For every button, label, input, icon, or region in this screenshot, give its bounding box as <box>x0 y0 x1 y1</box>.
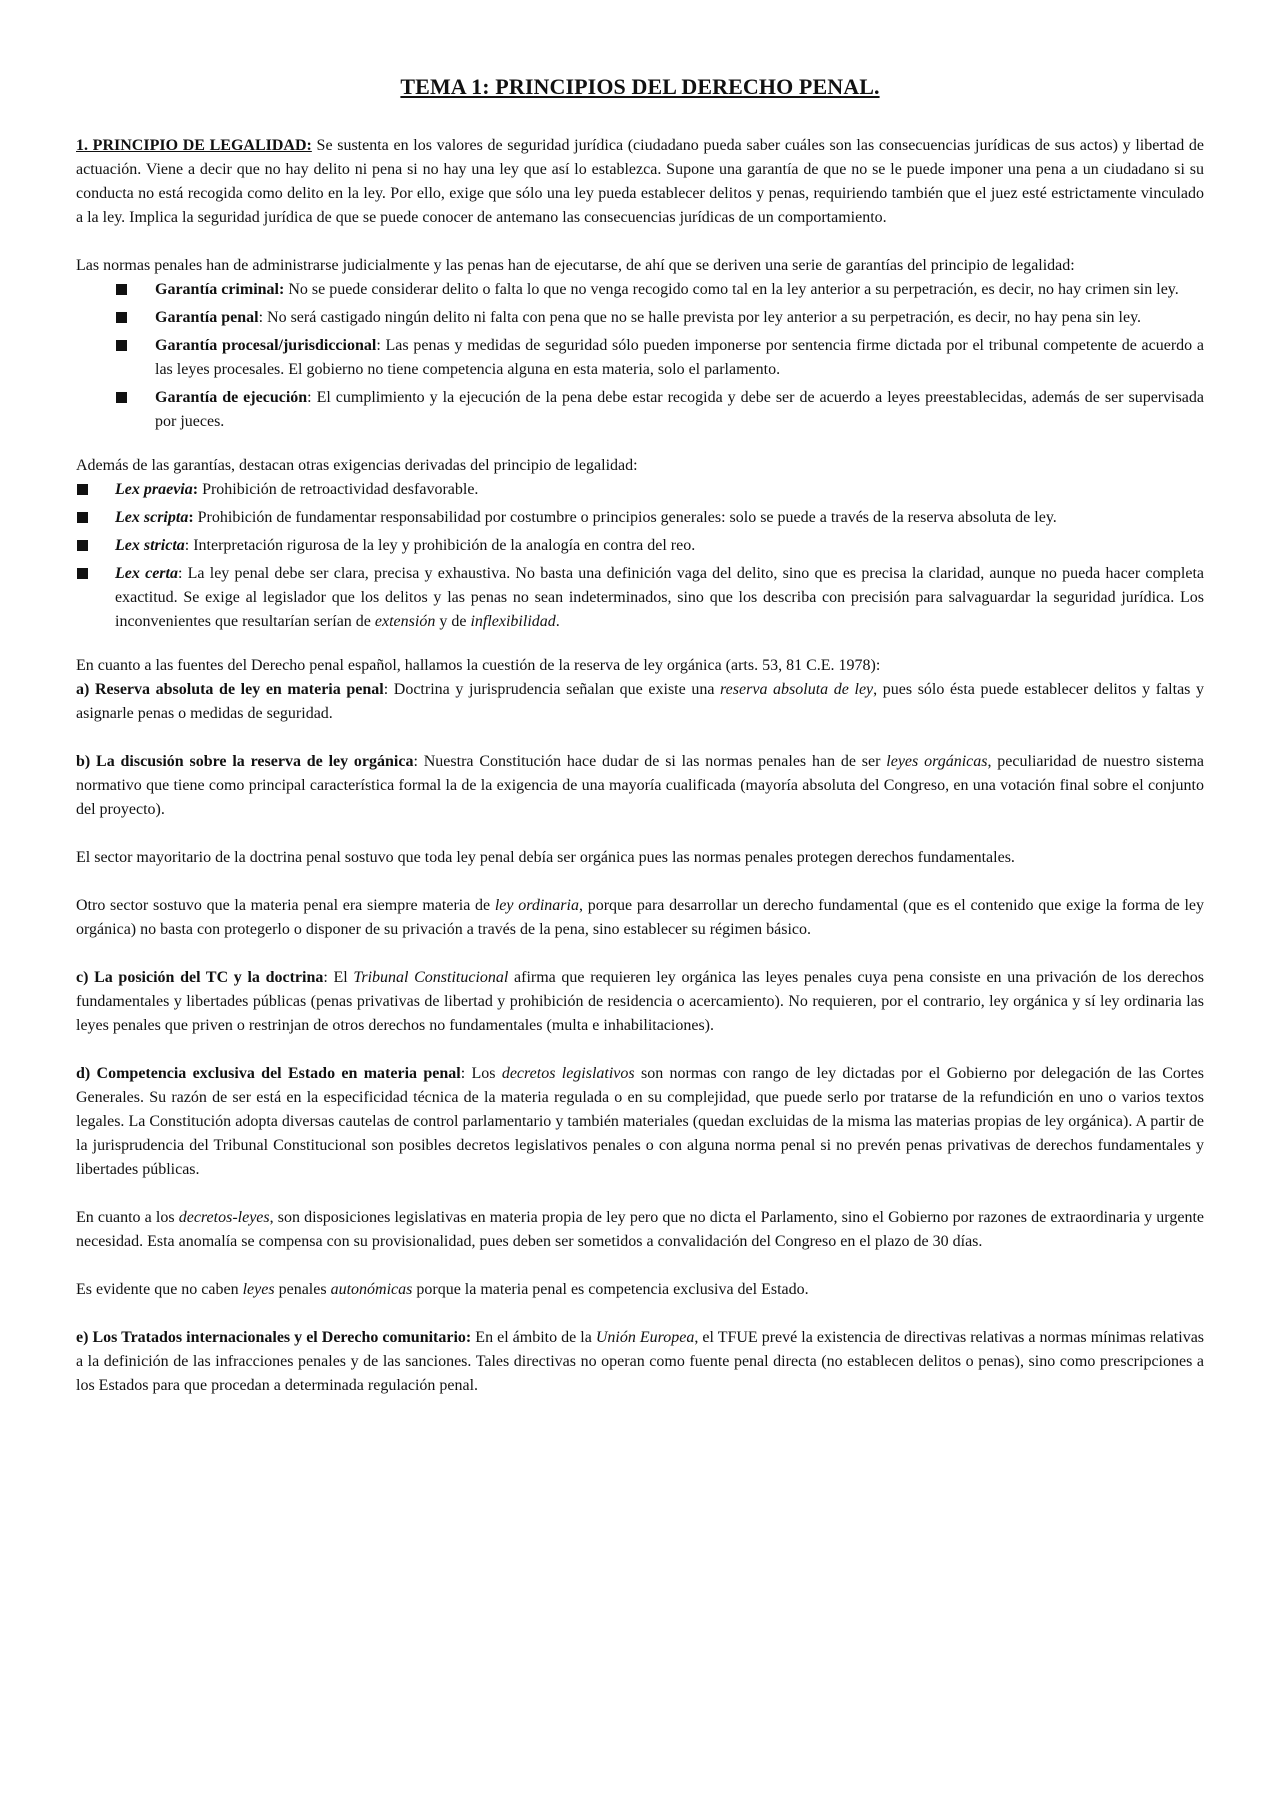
list-item <box>76 478 1204 502</box>
italic-term: leyes orgánicas <box>886 753 988 770</box>
paragraph-text: En cuanto a los <box>76 1209 179 1226</box>
square-bullet-icon <box>77 484 88 495</box>
section-heading: e) Los Tratados internacionales y el Derecho comunitario: <box>76 1329 472 1346</box>
paragraph-text: penales <box>274 1281 331 1298</box>
item-colon: : <box>188 509 194 526</box>
item-label: Garantía de ejecución <box>155 389 308 406</box>
paragraph-text: , pues sólo ésta puede establecer delitos y faltas y asignarle penas o medidas de seguridad. <box>76 681 1205 722</box>
paragraph-text: Se sustenta en los valores de seguridad jurídica (ciudadano pueda saber cuáles son las consecuencias jurídicas de sus actos) y libertad de actuación. Viene a decir que no hay delito ni pena si no hay una ley que así lo establezca. Supone una garantía de que no se le puede imponer una pena a un ciudadano si su conducta no está recogida como delito en la ley. Por ello, exige que sólo una ley pueda establecer delitos y penas, requiriendo también que el juez esté estrictamente vinculado a la ley. Implica la seguridad jurídica de que se puede conocer de antemano las consecuencias jurídicas de un comportamiento. <box>76 137 1204 226</box>
item-text: : La ley penal debe ser clara, precisa y exhaustiva. No basta una definición vaga del delito, sino que es precisa la claridad, aunque no pueda hacer completa exactitud. Se exige al legislador que los delitos y las penas no sean indeterminados, sino que los describa con precisión para salvaguardar la seguridad jurídica. Los inconvenientes que resultarían serían de <box>115 565 1205 630</box>
paragraph-text: , el TFUE prevé la existencia de directivas relativas a normas mínimas relativas a la definición de las infracciones penales y de las sanciones. Tales directivas no operan como fuente penal directa (no establecen delitos o penas), sino como prescripciones a los Estados para que procedan a determinada regulación penal. <box>76 1329 1205 1394</box>
item-text: : El cumplimiento y la ejecución de la pena debe estar recogida y debe ser de acuerdo a leyes preestablecidas, además de ser supervisada por jueces. <box>155 389 1205 430</box>
competencia-estado-paragraph <box>76 1062 1204 1182</box>
item-text: : Las penas y medidas de seguridad sólo pueden imponerse por sentencia firme dictada por el tribunal competente de acuerdo a las leyes procesales. El gobierno no tiene competencia alguna en esta materia, solo el parlamento. <box>155 337 1204 378</box>
square-bullet-icon <box>77 512 88 523</box>
italic-term: decretos-leyes <box>178 1209 270 1226</box>
paragraph-text: : Doctrina y jurisprudencia señalan que existe una <box>383 681 721 698</box>
section-heading: c) La posición del TC y la doctrina <box>76 969 324 986</box>
item-text: . <box>555 613 560 630</box>
exigencias-list <box>76 478 1204 634</box>
item-text: : Interpretación rigurosa de la ley y prohibición de la analogía en contra del reo. <box>184 537 696 554</box>
posicion-tc-paragraph <box>76 966 1204 1038</box>
list-item <box>116 278 1204 302</box>
square-bullet-icon <box>116 340 127 351</box>
italic-term: extensión <box>374 613 436 630</box>
italic-term: Tribunal Constitucional <box>353 969 509 986</box>
italic-term: leyes <box>242 1281 275 1298</box>
paragraph-text: : Los <box>460 1065 502 1082</box>
autonomicas-paragraph <box>76 1278 1204 1302</box>
list-item <box>76 562 1204 634</box>
italic-term: inflexibilidad <box>470 613 556 630</box>
item-text: : No será castigado ningún delito ni falta con pena que no se halle prevista por ley anterior a su perpetración, es decir, no hay pena sin ley. <box>258 309 1142 326</box>
principio-legalidad-paragraph <box>76 134 1204 230</box>
sector-mayoritario-paragraph: El sector mayoritario de la doctrina penal sostuvo que toda ley penal debía ser orgánica pues las normas penales protegen derechos fundamentales. <box>76 849 1015 866</box>
italic-term: decretos legislativos <box>501 1065 635 1082</box>
list-item <box>116 334 1204 382</box>
section-heading: 1. PRINCIPIO DE LEGALIDAD: <box>76 137 312 154</box>
reserva-organica-paragraph <box>76 750 1204 822</box>
paragraph-text: , porque para desarrollar un derecho fundamental (que es el contenido que exige la forma de ley orgánica) no basta con protegerlo o disponer de su privación a través de la pena, sino establecer su régimen básico. <box>76 897 1204 938</box>
italic-term: reserva absoluta de ley <box>720 681 874 698</box>
otro-sector-paragraph <box>76 894 1204 942</box>
decretos-leyes-paragraph <box>76 1206 1204 1254</box>
garantias-intro: Las normas penales han de administrarse judicialmente y las penas han de ejecutarse, de ahí que se deriven una serie de garantías del principio de legalidad: <box>76 257 1075 274</box>
italic-term: ley ordinaria <box>494 897 579 914</box>
list-item <box>76 534 1204 558</box>
list-item <box>76 506 1204 530</box>
paragraph-text: , peculiaridad de nuestro sistema normativo que tiene como principal característica formal la de la exigencia de una mayoría cualificada (mayoría absoluta del Congreso, en una votación final sobre el conjunto del proyecto). <box>76 753 1205 818</box>
item-label: Lex praevia <box>115 481 193 498</box>
section-heading: b) La discusión sobre la reserva de ley orgánica <box>76 753 414 770</box>
item-text: No se puede considerar delito o falta lo que no venga recogido como tal en la ley anterior a su perpetración, es decir, no hay crimen sin ley. <box>284 281 1179 298</box>
paragraph-text: Es evidente que no caben <box>76 1281 243 1298</box>
paragraph-text: : Nuestra Constitución hace dudar de si las normas penales han de ser <box>413 753 887 770</box>
reserva-absoluta-paragraph <box>76 678 1204 726</box>
item-label: Garantía procesal/jurisdiccional <box>155 337 377 354</box>
tratados-paragraph <box>76 1326 1204 1398</box>
paragraph-text: : El <box>323 969 354 986</box>
paragraph-text: Otro sector sostuvo que la materia penal era siempre materia de <box>76 897 495 914</box>
item-label: Lex certa <box>115 565 178 582</box>
item-text: y de <box>435 613 471 630</box>
paragraph-text: En el ámbito de la <box>471 1329 596 1346</box>
fuentes-intro: En cuanto a las fuentes del Derecho penal español, hallamos la cuestión de la reserva de ley orgánica (arts. 53, 81 C.E. 1978): <box>76 657 881 674</box>
list-item <box>116 306 1204 330</box>
item-text: Prohibición de fundamentar responsabilidad por costumbre o principios generales: solo se puede a través de la reserva absoluta de ley. <box>193 509 1057 526</box>
paragraph-text: son normas con rango de ley dictadas por el Gobierno por delegación de las Cortes Generales. Su razón de ser está en la especificidad técnica de la materia regulada o en su complejidad, que puede serlo por tratarse de la refundición en uno o varios textos legales. La Constitución adopta diversas cautelas de control parlamentario y también materiales (quedan excluidas de la misma las materias propias de ley orgánica). A partir de la jurisprudencia del Tribunal Constitucional son posibles decretos legislativos penales o con alguna norma penal si no prevén penas privativas de derechos fundamentales y libertades públicas. <box>76 1065 1205 1178</box>
item-label: Lex scripta <box>115 509 189 526</box>
item-label: Garantía criminal: <box>155 281 285 298</box>
paragraph-text: afirma que requieren ley orgánica las leyes penales cuya pena consiste en una privación de los derechos fundamentales y libertades públicas (penas privativas de libertad y prohibición de residencia o acercamiento). No requieren, por el contrario, ley orgánica y sí ley ordinaria las leyes penales que priven o restrinjan de otros derechos no fundamentales (multa e inhabilitaciones). <box>76 969 1205 1034</box>
garantias-list <box>116 278 1204 434</box>
list-item <box>116 386 1204 434</box>
italic-term: autonómicas <box>330 1281 413 1298</box>
item-label: Garantía penal <box>155 309 259 326</box>
paragraph-text: porque la materia penal es competencia exclusiva del Estado. <box>412 1281 809 1298</box>
section-heading: a) Reserva absoluta de ley en materia penal <box>76 681 384 698</box>
item-colon: : <box>192 481 199 498</box>
exigencias-intro: Además de las garantías, destacan otras exigencias derivadas del principio de legalidad: <box>76 457 638 474</box>
italic-term: Unión Europea <box>595 1329 695 1346</box>
page-title: TEMA 1: PRINCIPIOS DEL DERECHO PENAL. <box>400 74 880 99</box>
square-bullet-icon <box>116 284 127 295</box>
section-heading: d) Competencia exclusiva del Estado en materia penal <box>76 1065 461 1082</box>
square-bullet-icon <box>77 568 88 579</box>
item-text: Prohibición de retroactividad desfavorable. <box>198 481 479 498</box>
square-bullet-icon <box>116 392 127 403</box>
square-bullet-icon <box>77 540 88 551</box>
paragraph-text: , son disposiciones legislativas en materia propia de ley pero que no dicta el Parlamento, sino el Gobierno por razones de extraordinaria y urgente necesidad. Esta anomalía se compensa con su provisionalidad, pues deben ser sometidos a convalidación del Congreso en el plazo de 30 días. <box>76 1209 1204 1250</box>
square-bullet-icon <box>116 312 127 323</box>
item-label: Lex stricta <box>115 537 185 554</box>
